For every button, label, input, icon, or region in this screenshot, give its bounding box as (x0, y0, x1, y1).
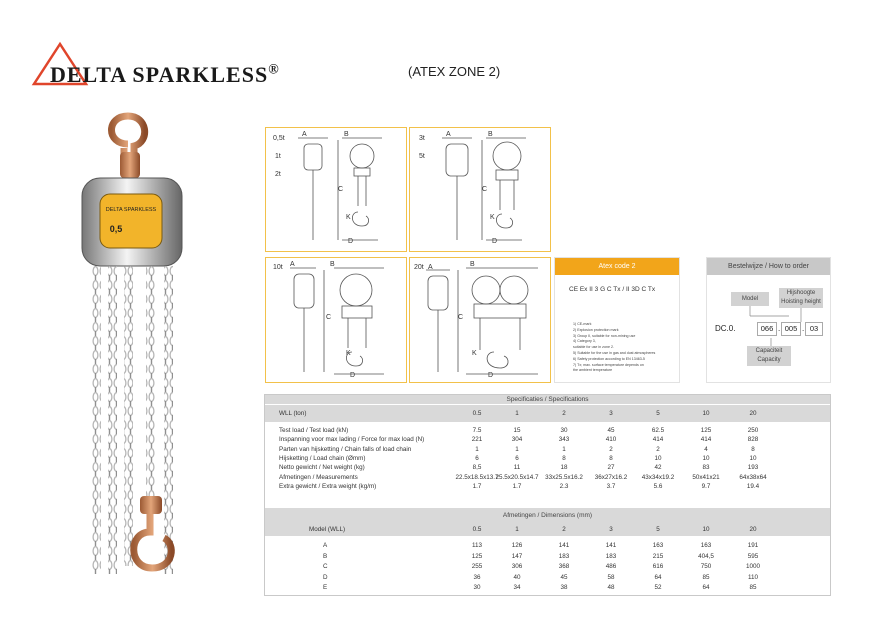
specs-cell: 828 (747, 436, 759, 444)
dim-label-k: K (346, 350, 351, 357)
order-title: Bestelwijze / How to order (707, 258, 830, 275)
dims-cell: 113 (471, 542, 483, 549)
specs-row-label: Hijsketting / Load chain (Ømm) (279, 454, 366, 462)
hoist-drawing-icon (266, 128, 408, 253)
dim-label-c: C (458, 314, 464, 321)
dims-column-header: 5 (656, 526, 660, 533)
dim-label-d: D (348, 238, 354, 245)
specs-cell: 2.3 (559, 482, 569, 490)
order-height-label-en: Hoisting height (781, 299, 821, 305)
dim-label-d: D (492, 238, 498, 245)
dims-cell: 45 (560, 573, 568, 581)
dims-column-header: 2 (562, 526, 566, 533)
dim-label-b: B (488, 131, 493, 138)
dims-cell: 616 (652, 563, 664, 571)
specs-cell: 1 (475, 445, 479, 453)
dims-cell: 38 (560, 584, 568, 592)
dims-row-label: D (323, 573, 328, 581)
specs-row-label: Inspanning voor max lading / Force for max load (N) (279, 436, 425, 444)
dimension-diagram-small (265, 127, 407, 252)
specs-cell: 33x25.5x16.2 (545, 473, 583, 481)
dims-cell: 750 (700, 563, 712, 571)
specs-cell: 343 (558, 436, 570, 444)
dims-column-header: 20 (749, 526, 757, 533)
dims-cell: 368 (558, 563, 570, 571)
dims-cell: 255 (471, 563, 483, 571)
specs-cell: 6 (515, 454, 519, 462)
order-capacity-label-en: Capacity (757, 357, 781, 363)
specs-cell: 64x38x64 (739, 473, 767, 481)
order-model-code: 005 (781, 322, 801, 336)
specs-cell: 8 (751, 445, 755, 453)
atex-note: 2) Explosion protection mark (573, 327, 619, 332)
dim-label-k: K (490, 214, 495, 221)
atex-code-string: CE Ex II 3 G C Tx / II 3D C Tx (569, 286, 656, 293)
dims-cell: 141 (605, 542, 617, 549)
atex-note: 4) Category 3, (573, 339, 596, 344)
hoist-drawing-icon (410, 128, 552, 253)
dims-row-label: C (323, 563, 328, 571)
dim-label-a: A (428, 264, 433, 271)
dims-cell: 141 (558, 542, 570, 549)
dims-cell: 147 (511, 552, 523, 560)
order-separator: . (778, 324, 781, 333)
specs-cell: 1.7 (472, 482, 482, 490)
dims-cell: 64 (702, 584, 710, 592)
dimension-diagram-20t (409, 257, 551, 383)
specs-cell: 10 (749, 454, 757, 462)
plate-capacity: 0,5 (109, 224, 123, 234)
specs-col-header: WLL (ton) (279, 410, 307, 417)
specs-column-header: 3 (609, 410, 613, 417)
dims-cell: 110 (747, 573, 759, 581)
diagram-capacity-label: 1t (275, 153, 281, 160)
dims-title: Afmetingen / Dimensions (mm) (502, 512, 593, 519)
specs-cell: 9.7 (701, 482, 711, 490)
atex-note: the ambient temperature (573, 368, 613, 373)
order-model-label: Model (731, 292, 769, 306)
specs-cell: 410 (605, 436, 617, 444)
dims-cell: 125 (471, 552, 483, 560)
dim-label-c: C (338, 186, 344, 193)
dim-label-c: C (482, 186, 488, 193)
dims-cell: 58 (607, 573, 615, 581)
dims-cell: 48 (607, 584, 615, 592)
order-capacity-label (747, 346, 791, 366)
specs-title: Specificaties / Specifications (265, 395, 830, 404)
dims-cell: 183 (558, 552, 570, 560)
specs-cell: 22.5x18.5x13.7 (455, 473, 499, 481)
dimension-diagram-10t (265, 257, 407, 383)
specs-cell: 125 (700, 427, 712, 434)
specs-cell: 3.7 (606, 482, 616, 490)
dim-label-c: C (326, 314, 332, 321)
dims-column-header: 1 (515, 526, 519, 533)
dims-cell: 85 (702, 573, 710, 581)
brand-logo (30, 40, 350, 88)
specs-cell: 11 (513, 464, 521, 472)
dims-row-label: E (323, 584, 328, 592)
hoist-drawing-icon (266, 258, 408, 384)
dims-cell: 163 (700, 542, 712, 549)
specs-cell: 1.7 (512, 482, 522, 490)
order-capacity-code: 066 (757, 322, 777, 336)
dims-cell: 30 (473, 584, 481, 592)
atex-note: 1) CE-mark (573, 322, 592, 326)
specs-row-label: Afmetingen / Measurements (279, 473, 358, 481)
dimension-diagram-medium (409, 127, 551, 252)
dims-cell: 191 (747, 542, 759, 549)
dims-row-label: A (323, 542, 328, 549)
specs-cell: 7.5 (472, 427, 482, 434)
page-subtitle: (ATEX ZONE 2) (408, 64, 501, 79)
specs-cell: 15 (513, 427, 521, 434)
dims-cell: 163 (652, 542, 664, 549)
specs-cell: 221 (471, 436, 483, 444)
specs-column-header: 5 (656, 410, 660, 417)
specs-cell: 1 (562, 445, 566, 453)
specs-cell: 83 (702, 464, 710, 472)
specs-cell: 19.4 (746, 482, 760, 490)
diagram-capacity-label: 10t (273, 264, 283, 271)
specs-cell: 8 (562, 454, 566, 462)
dim-label-a: A (290, 261, 295, 268)
dim-label-k: K (472, 350, 477, 357)
dim-label-b: B (330, 261, 335, 268)
dims-cell: 126 (511, 542, 523, 549)
specs-cell: 8 (609, 454, 613, 462)
brand-name: DELTA SPARKLESS® (50, 62, 280, 87)
specs-cell: 414 (700, 436, 712, 444)
dim-label-a: A (446, 131, 451, 138)
specs-column-header: 1 (515, 410, 519, 417)
specs-cell: 414 (652, 436, 664, 444)
specs-cell: 10 (702, 454, 710, 462)
atex-note: 7) Tx; max. surface temperature depends on (573, 362, 644, 367)
order-prefix: DC.0. (715, 324, 736, 333)
dims-cell: 34 (513, 584, 521, 592)
specs-column-header: 0.5 (472, 410, 482, 417)
dims-column-header: 3 (609, 526, 613, 533)
atex-note: 6) Safety protection according to EN 13463-5 (573, 356, 645, 361)
specs-cell: 8,5 (472, 464, 482, 472)
specs-cell: 2 (609, 445, 613, 453)
specs-cell: 25.5x20.5x14.7 (495, 473, 539, 481)
hoist-drawing-icon (410, 258, 552, 384)
order-capacity-label-nl: Capaciteit (755, 348, 783, 354)
dims-cell: 486 (605, 563, 617, 571)
order-height-code: 03 (805, 322, 823, 336)
dims-cell: 85 (749, 584, 757, 592)
order-height-label-nl: Hijshoogte (786, 290, 816, 296)
specs-cell: 304 (511, 436, 523, 444)
dim-label-b: B (470, 261, 475, 268)
dims-cell: 595 (747, 552, 759, 560)
specs-column-header: 10 (702, 410, 710, 417)
specs-cell: 36x27x16.2 (594, 473, 628, 481)
dims-cell: 40 (513, 573, 521, 581)
specs-cell: 43x34x19.2 (641, 473, 675, 481)
specs-row-label: Netto gewicht / Net weight (kg) (279, 464, 365, 472)
chain-hoist-image (78, 112, 188, 578)
atex-code-title: Atex code 2 (555, 258, 679, 275)
diagram-capacity-label: 3t (419, 135, 425, 142)
specs-cell: 4 (704, 445, 708, 453)
specs-cell: 27 (607, 464, 615, 472)
atex-code-panel (554, 257, 680, 383)
atex-code-notes (573, 322, 655, 374)
specs-cell: 1 (515, 445, 519, 453)
specs-cell: 2 (656, 445, 660, 453)
dim-label-d: D (488, 372, 494, 379)
order-separator: . (802, 324, 805, 333)
diagram-capacity-label: 0,5t (273, 135, 285, 142)
dims-column-header: 10 (702, 526, 710, 533)
dim-label-b: B (344, 131, 349, 138)
specs-cell: 50x41x21 (692, 473, 720, 481)
specs-cell: 18 (560, 464, 568, 472)
plate-brand: DELTA SPARKLESS (105, 207, 157, 213)
dims-cell: 52 (654, 584, 662, 592)
diagram-capacity-label: 5t (419, 153, 425, 160)
dims-cell: 404,5 (698, 552, 714, 560)
dims-cell: 64 (654, 573, 662, 581)
specs-column-header: 20 (749, 410, 757, 417)
specs-column-header: 2 (562, 410, 566, 417)
diagram-capacity-label: 20t (414, 264, 424, 271)
atex-note: 3) Group II, suitable for non-mining use (573, 333, 636, 338)
dims-col-header: Model (WLL) (309, 526, 346, 533)
order-code-panel (706, 257, 831, 383)
specs-cell: 62.5 (651, 427, 665, 434)
dims-cell: 183 (605, 552, 617, 560)
specs-cell: 193 (747, 464, 759, 472)
atex-note: suitable for use in zone 2. (573, 345, 614, 350)
specs-cell: 45 (607, 427, 615, 434)
specs-cell: 30 (560, 427, 568, 434)
dim-label-d: D (350, 372, 356, 379)
specs-row-label: Test load / Test load (kN) (279, 427, 349, 434)
specs-row-label: Parten van hijsketting / Chain falls of load chain (279, 445, 412, 453)
dims-cell: 1000 (745, 563, 760, 571)
specs-cell: 6 (475, 454, 479, 462)
dim-label-k: K (346, 214, 351, 221)
spec-table (264, 394, 831, 596)
specs-cell: 10 (654, 454, 662, 462)
specs-cell: 5.6 (653, 482, 663, 490)
dims-cell: 306 (511, 563, 523, 571)
diagram-capacity-label: 2t (275, 171, 281, 178)
atex-note: 5) Suitable for the use in gas and dust atmospheres (573, 350, 656, 355)
dims-cell: 215 (652, 552, 664, 560)
dims-column-header: 0.5 (472, 526, 482, 533)
dim-label-a: A (302, 131, 307, 138)
specs-cell: 250 (747, 427, 759, 434)
dims-cell: 36 (473, 573, 481, 581)
dims-row-label: B (323, 552, 328, 560)
specs-cell: 42 (654, 464, 662, 472)
specs-row-label: Extra gewicht / Extra weight (kg/m) (279, 482, 377, 490)
